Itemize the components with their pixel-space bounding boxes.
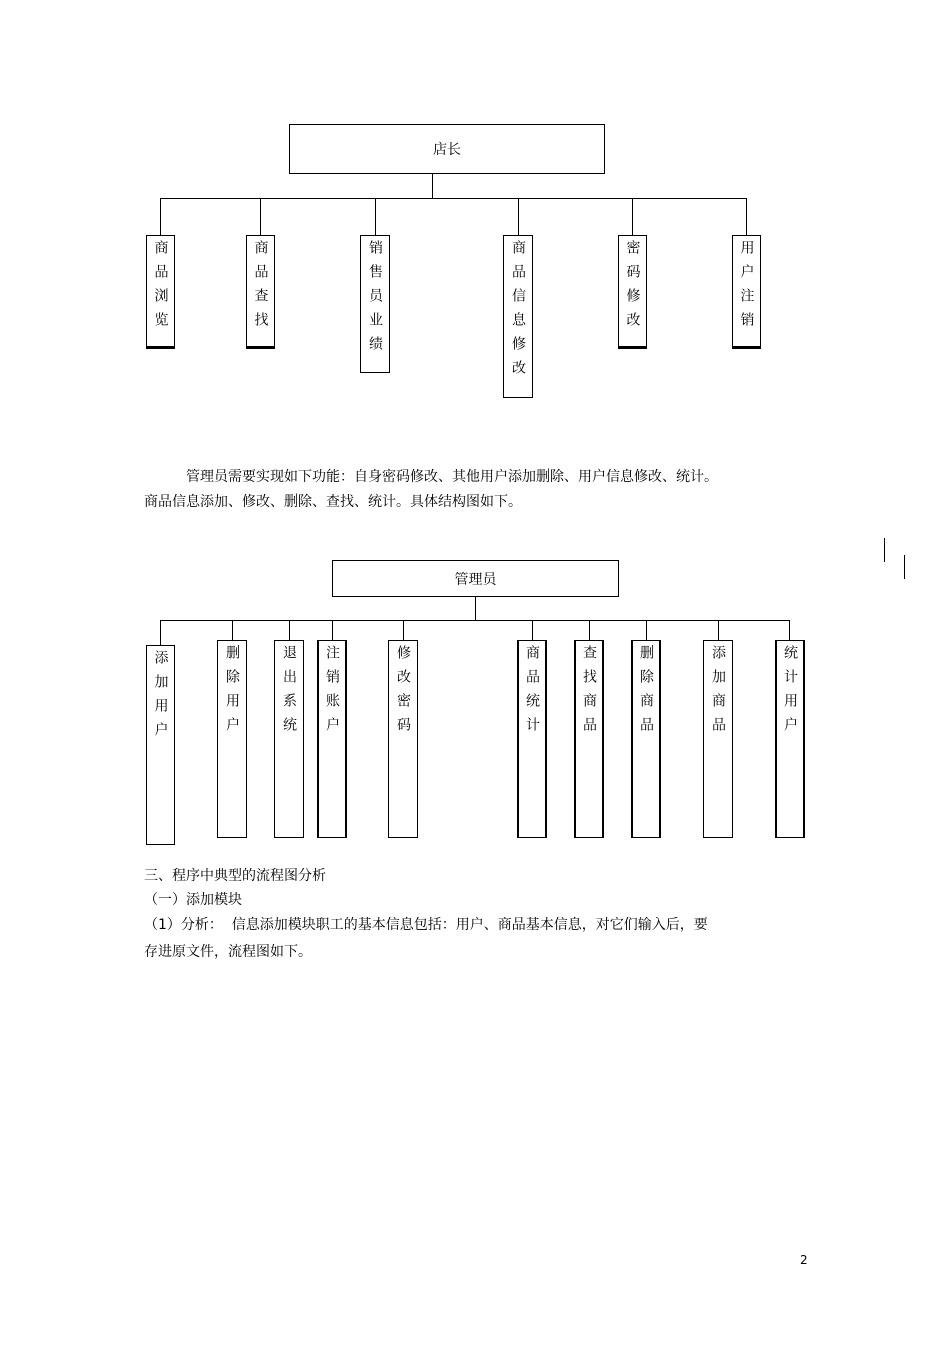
chart1-child-label: 销售员业绩 <box>367 240 383 360</box>
chart2-child-label: 修改密码 <box>395 645 411 741</box>
chart2-child-box <box>388 640 418 838</box>
chart1-child-label: 商品浏览 <box>152 240 169 336</box>
margin-mark <box>884 538 885 562</box>
chart2-child-label: 退出系统 <box>281 645 297 741</box>
chart1-child-box <box>146 235 175 349</box>
chart2-drop-line <box>532 620 533 640</box>
chart1-child-label: 用户注销 <box>738 240 755 336</box>
chart1-drop-line <box>518 198 519 235</box>
chart2-child-box <box>775 640 805 838</box>
chart2-child-box <box>574 640 604 838</box>
section-subheading: （一）添加模块 <box>144 892 242 908</box>
chart2-drop-line <box>789 620 790 640</box>
chart2-drop-line <box>160 620 161 645</box>
margin-mark <box>904 555 905 579</box>
chart1-child-box <box>360 235 390 373</box>
chart1-root-label: 店长 <box>433 142 461 158</box>
chart2-trunk-line <box>475 597 476 620</box>
chart1-root-box <box>289 124 605 174</box>
chart1-child-box <box>618 235 647 349</box>
chart1-child-label: 商品查找 <box>252 240 269 336</box>
chart1-drop-line <box>160 198 161 235</box>
chart2-child-label: 删除用户 <box>224 645 240 741</box>
chart2-drop-line <box>332 620 333 640</box>
chart2-bus-line <box>160 620 790 621</box>
chart2-drop-line <box>232 620 233 640</box>
analysis-line-2: 存进原文件，流程图如下。 <box>144 944 312 960</box>
chart2-child-box <box>146 645 175 845</box>
chart2-drop-line <box>403 620 404 640</box>
chart2-child-box <box>217 640 247 838</box>
chart2-child-label: 统计用户 <box>782 645 798 741</box>
chart2-child-box <box>631 640 661 838</box>
chart2-drop-line <box>646 620 647 640</box>
chart2-drop-line <box>718 620 719 640</box>
chart2-child-box <box>703 640 733 838</box>
chart2-drop-line <box>589 620 590 640</box>
chart2-child-box <box>317 640 347 838</box>
chart2-child-label: 删除商品 <box>638 645 654 741</box>
chart1-bus-line <box>160 198 747 199</box>
analysis-line-1: （1）分析： 信息添加模块职工的基本信息包括：用户、商品基本信息，对它们输入后，要 <box>144 917 708 933</box>
chart1-drop-line <box>632 198 633 235</box>
paragraph-line-1: 管理员需要实现如下功能：自身密码修改、其他用户添加删除、用户信息修改、统计。 <box>186 469 718 485</box>
chart1-drop-line <box>746 198 747 235</box>
chart2-root-box <box>332 560 619 597</box>
page-number: 2 <box>800 1253 808 1267</box>
chart2-root-label: 管理员 <box>454 571 497 588</box>
chart1-drop-line <box>260 198 261 235</box>
chart1-child-box <box>732 235 761 349</box>
chart2-drop-line <box>289 620 290 640</box>
section-heading: 三、程序中典型的流程图分析 <box>144 868 326 884</box>
chart1-drop-line <box>375 198 376 235</box>
chart1-child-box <box>246 235 275 349</box>
chart2-child-label: 查找商品 <box>581 645 597 741</box>
chart1-child-label: 密码修改 <box>624 240 641 336</box>
chart2-child-label: 添加用户 <box>152 650 169 746</box>
paragraph-line-2: 商品信息添加、修改、删除、查找、统计。具体结构图如下。 <box>144 494 522 510</box>
chart2-child-label: 注销账户 <box>324 645 340 741</box>
chart2-child-label: 商品统计 <box>524 645 540 741</box>
chart1-child-label: 商品信息修改 <box>510 240 526 384</box>
chart1-child-box <box>503 235 533 398</box>
chart2-child-box <box>517 640 547 838</box>
chart1-trunk-line <box>432 174 433 198</box>
chart2-child-box <box>274 640 304 838</box>
chart2-child-label: 添加商品 <box>710 645 726 741</box>
